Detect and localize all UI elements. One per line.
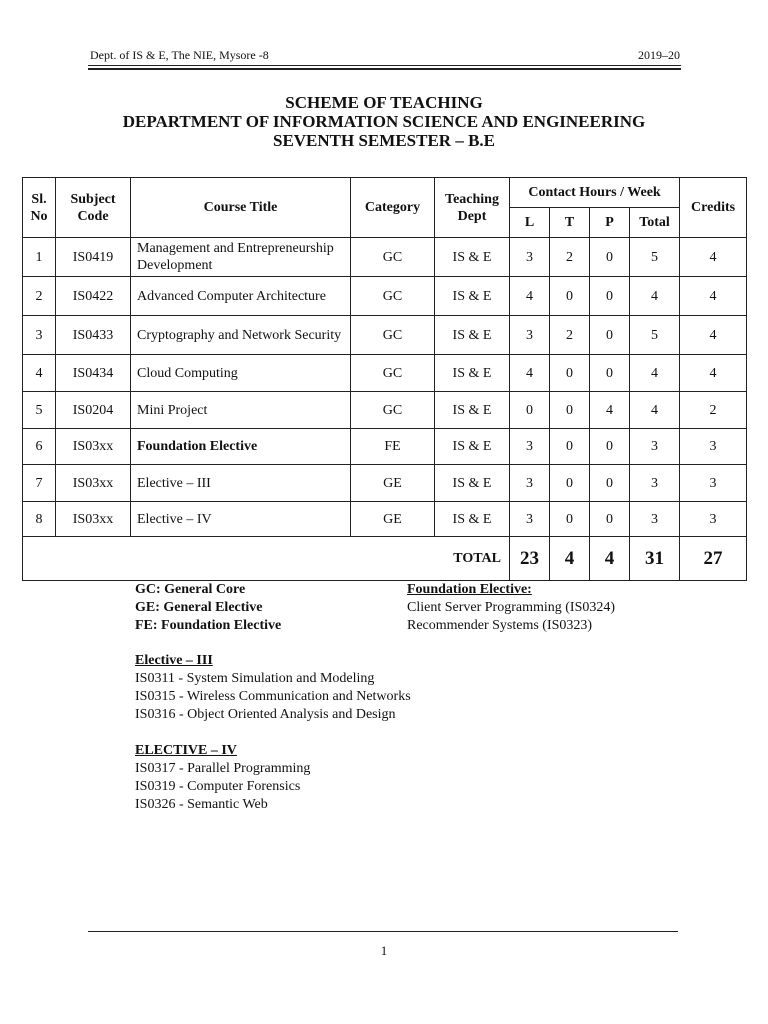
cell-category: GC: [351, 316, 435, 355]
header-sl-no: Sl. No: [23, 178, 56, 238]
header-total: Total: [630, 208, 680, 238]
cell-code: IS0419: [56, 238, 131, 277]
cell-total: 3: [630, 429, 680, 465]
scheme-table: [22, 177, 747, 581]
cell-code: IS03xx: [56, 502, 131, 537]
cell-t: 0: [550, 392, 590, 429]
list-item: IS0319 - Computer Forensics: [135, 779, 301, 794]
title-scheme: SCHEME OF TEACHING: [285, 93, 483, 112]
cell-l: 4: [510, 277, 550, 316]
cell-sl: 1: [23, 238, 56, 277]
cell-p: 0: [590, 238, 630, 277]
cell-title: Elective – IV: [131, 502, 351, 537]
cell-category: GC: [351, 355, 435, 392]
title-department: DEPARTMENT OF INFORMATION SCIENCE AND ENGINEERING: [122, 112, 646, 131]
total-t: 4: [550, 537, 590, 581]
cell-dept: IS & E: [435, 465, 510, 502]
cell-title: Cryptography and Network Security: [131, 316, 351, 355]
cell-code: IS03xx: [56, 429, 131, 465]
cell-l: 4: [510, 355, 550, 392]
cell-dept: IS & E: [435, 392, 510, 429]
page-number: 1: [380, 943, 388, 958]
table-row: [23, 316, 747, 355]
list-item: IS0326 - Semantic Web: [135, 797, 268, 812]
total-label: TOTAL: [23, 537, 510, 581]
total-l: 23: [510, 537, 550, 581]
table-row: [23, 277, 747, 316]
header-teaching-dept: Teaching Dept: [435, 178, 510, 238]
cell-dept: IS & E: [435, 355, 510, 392]
cell-category: FE: [351, 429, 435, 465]
cell-credits: 3: [680, 502, 747, 537]
cell-credits: 3: [680, 429, 747, 465]
list-item: IS0315 - Wireless Communication and Networks: [135, 689, 411, 704]
list-item: IS0317 - Parallel Programming: [135, 761, 311, 776]
cell-dept: IS & E: [435, 277, 510, 316]
title-semester: SEVENTH SEMESTER – B.E: [272, 131, 495, 150]
cell-total: 5: [630, 316, 680, 355]
cell-code: IS0204: [56, 392, 131, 429]
header-l: L: [510, 208, 550, 238]
cell-p: 0: [590, 429, 630, 465]
cell-dept: IS & E: [435, 502, 510, 537]
cell-category: GC: [351, 238, 435, 277]
header-course-title: Course Title: [131, 178, 351, 238]
total-hours: 31: [630, 537, 680, 581]
total-p: 4: [590, 537, 630, 581]
cell-l: 0: [510, 392, 550, 429]
header-credits: Credits: [680, 178, 747, 238]
cell-total: 3: [630, 465, 680, 502]
cell-sl: 6: [23, 429, 56, 465]
header-t: T: [550, 208, 590, 238]
cell-category: GE: [351, 502, 435, 537]
cell-p: 0: [590, 465, 630, 502]
cell-sl: 8: [23, 502, 56, 537]
cell-credits: 4: [680, 238, 747, 277]
table-row: [23, 392, 747, 429]
cell-l: 3: [510, 502, 550, 537]
cell-l: 3: [510, 429, 550, 465]
cell-l: 3: [510, 465, 550, 502]
table-row: [23, 502, 747, 537]
cell-t: 0: [550, 277, 590, 316]
header-subject-code: Subject Code: [56, 178, 131, 238]
document-title-block: [0, 93, 768, 150]
cell-t: 2: [550, 238, 590, 277]
header-rule: [88, 65, 681, 66]
cell-title: Cloud Computing: [131, 355, 351, 392]
cell-dept: IS & E: [435, 429, 510, 465]
cell-t: 0: [550, 355, 590, 392]
header-p: P: [590, 208, 630, 238]
header-rule-thick: [88, 68, 681, 70]
cell-title: Management and Entrepreneurship Development: [131, 238, 351, 277]
list-item: Recommender Systems (IS0323): [407, 618, 593, 633]
cell-code: IS0422: [56, 277, 131, 316]
cell-p: 0: [590, 277, 630, 316]
cell-credits: 4: [680, 355, 747, 392]
cell-sl: 3: [23, 316, 56, 355]
list-item: IS0311 - System Simulation and Modeling: [135, 671, 375, 686]
elective-4-list: [135, 742, 310, 814]
table-row: [23, 355, 747, 392]
cell-category: GE: [351, 465, 435, 502]
cell-credits: 4: [680, 316, 747, 355]
cell-p: 0: [590, 355, 630, 392]
cell-category: GC: [351, 277, 435, 316]
cell-p: 0: [590, 502, 630, 537]
list-item: IS0316 - Object Oriented Analysis and Design: [135, 707, 396, 722]
cell-title: Foundation Elective: [131, 429, 351, 465]
category-legend: [135, 581, 281, 635]
legend-gc: GC: General Core: [135, 582, 246, 597]
cell-t: 0: [550, 429, 590, 465]
cell-code: IS03xx: [56, 465, 131, 502]
cell-total: 4: [630, 277, 680, 316]
foundation-elective-heading: Foundation Elective:: [407, 582, 532, 597]
total-row: [23, 537, 747, 581]
table-row: [23, 238, 747, 277]
foundation-elective-list: [407, 581, 615, 635]
cell-sl: 2: [23, 277, 56, 316]
cell-t: 2: [550, 316, 590, 355]
cell-sl: 4: [23, 355, 56, 392]
header-department: Dept. of IS & E, The NIE, Mysore -8: [90, 48, 269, 62]
cell-l: 3: [510, 238, 550, 277]
cell-title: Mini Project: [131, 392, 351, 429]
cell-total: 4: [630, 392, 680, 429]
cell-dept: IS & E: [435, 238, 510, 277]
cell-title: Advanced Computer Architecture: [131, 277, 351, 316]
cell-sl: 7: [23, 465, 56, 502]
elective-3-list: [135, 652, 411, 724]
header-contact-hours: Contact Hours / Week: [510, 178, 680, 208]
cell-category: GC: [351, 392, 435, 429]
total-credits: 27: [680, 537, 747, 581]
list-item: Client Server Programming (IS0324): [407, 600, 616, 615]
elective-4-heading: ELECTIVE – IV: [135, 743, 237, 758]
table-row: [23, 429, 747, 465]
cell-credits: 3: [680, 465, 747, 502]
cell-total: 4: [630, 355, 680, 392]
table-row: [23, 465, 747, 502]
cell-title: Elective – III: [131, 465, 351, 502]
cell-t: 0: [550, 502, 590, 537]
cell-p: 4: [590, 392, 630, 429]
cell-l: 3: [510, 316, 550, 355]
cell-code: IS0433: [56, 316, 131, 355]
cell-dept: IS & E: [435, 316, 510, 355]
cell-total: 3: [630, 502, 680, 537]
legend-fe: FE: Foundation Elective: [135, 618, 282, 633]
cell-p: 0: [590, 316, 630, 355]
cell-total: 5: [630, 238, 680, 277]
header-category: Category: [351, 178, 435, 238]
cell-t: 0: [550, 465, 590, 502]
cell-credits: 4: [680, 277, 747, 316]
cell-credits: 2: [680, 392, 747, 429]
elective-3-heading: Elective – III: [135, 653, 213, 668]
cell-sl: 5: [23, 392, 56, 429]
cell-code: IS0434: [56, 355, 131, 392]
header-year: 2019–20: [638, 48, 680, 62]
legend-ge: GE: General Elective: [135, 600, 263, 615]
footer-rule: [88, 931, 678, 932]
